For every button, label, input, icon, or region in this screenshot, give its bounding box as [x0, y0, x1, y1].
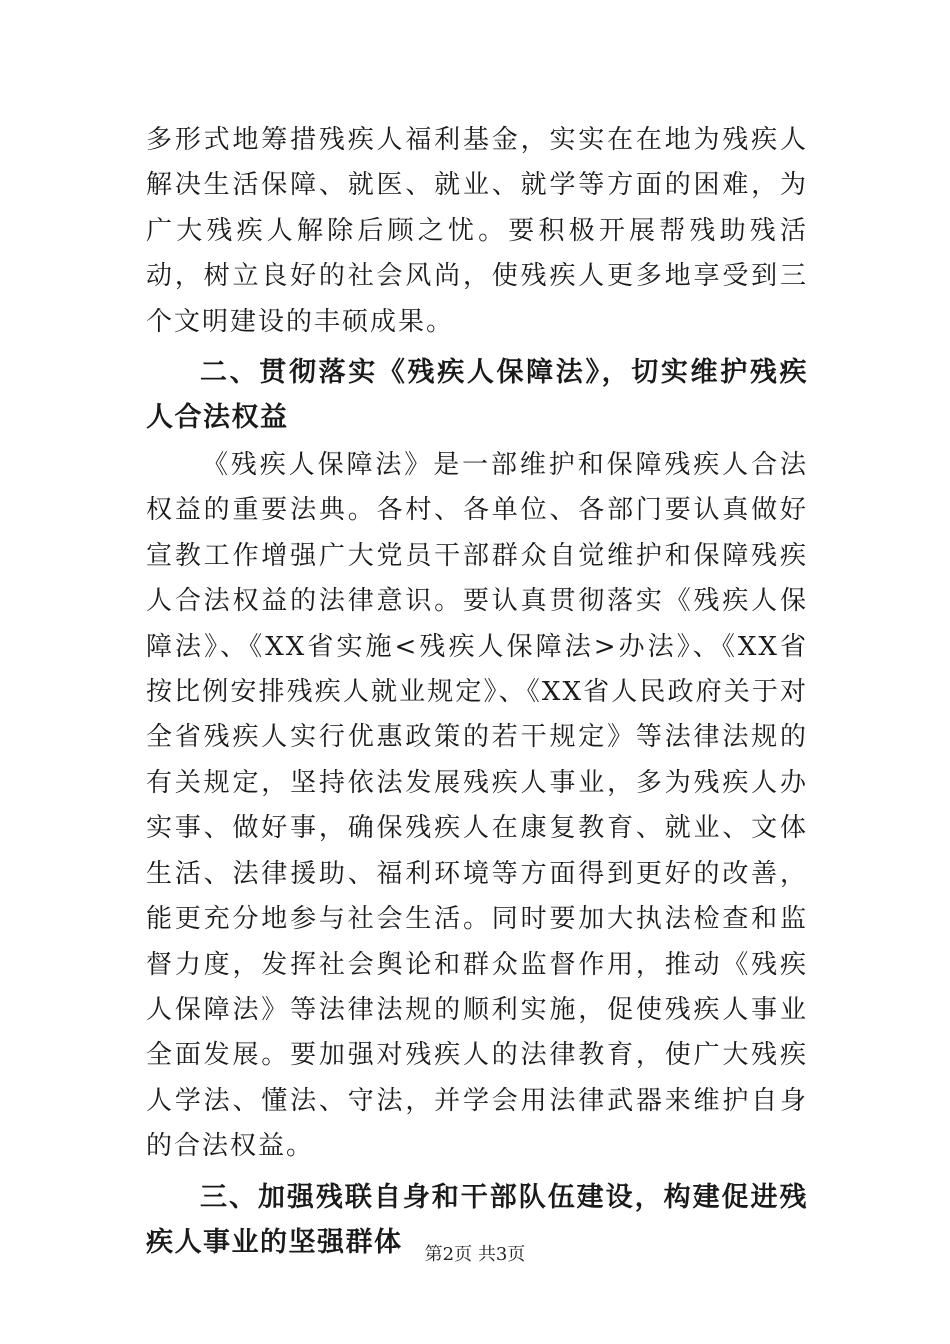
- document-body: [146, 118, 808, 1268]
- paragraph-protection-law: 《残疾人保障法》是一部维护和保障残疾人合法权益的重要法典。各村、各单位、各部门要认真做好宣教工作增强广大党员干部群众自觉维护和保障残疾人合法权益的法律意识。要认真贯彻落实《残疾人保障法》、《XX省实施<残疾人保障法>办法》、《XX省按比例安排残疾人就业规定》、《XX省人民政府关于对全省残疾人实行优惠政策的若干规定》等法律法规的有关规定，坚持依法发展残疾人事业，多为残疾人办实事、做好事，确保残疾人在康复教育、就业、文体生活、法律援助、福利环境等方面得到更好的改善，能更充分地参与社会生活。同时要加大执法检查和监督力度，发挥社会舆论和群众监督作用，推动《残疾人保障法》等法律法规的顺利实施，促使残疾人事业全面发展。要加强对残疾人的法律教育，使广大残疾人学法、懂法、守法，并学会用法律武器来维护自身的合法权益。: [146, 450, 808, 1162]
- paragraph-welfare-fund: 多形式地筹措残疾人福利基金，实实在在地为残疾人解决生活保障、就医、就业、就学等方面的困难，为广大残疾人解除后顾之忧。要积极开展帮残助残活动，树立良好的社会风尚，使残疾人更多地享受到三个文明建设的丰硕成果。: [146, 125, 808, 337]
- page-number-footer: 第2页 共3页: [424, 1244, 526, 1265]
- section-heading-2: 二、贯彻落实《残疾人保障法》，切实维护残疾人合法权益: [146, 357, 808, 434]
- section-heading-3: 三、加强残联自身和干部队伍建设，构建促进残疾人事业的坚强群体: [146, 1181, 808, 1258]
